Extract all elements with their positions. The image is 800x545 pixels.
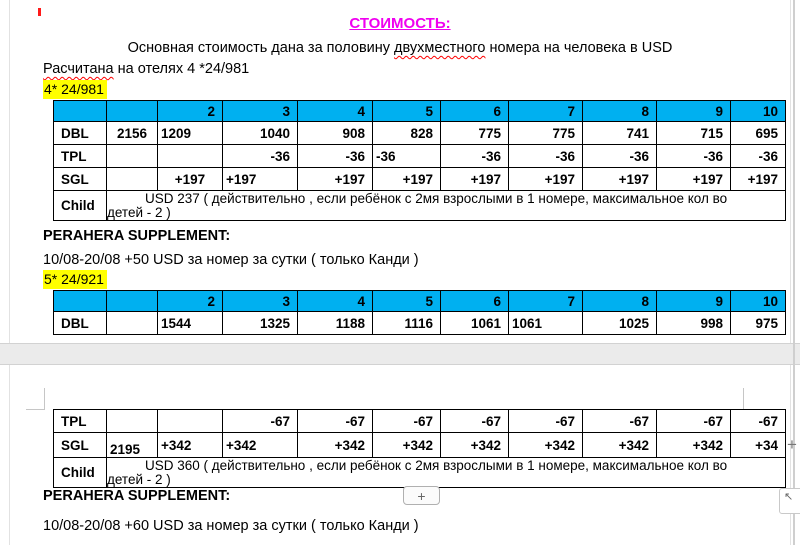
price-cell: +342 <box>158 433 223 458</box>
perahera-heading: PERAHERA SUPPLEMENT: <box>43 228 231 244</box>
price-cell: 828 <box>373 122 441 145</box>
column-header <box>54 291 107 312</box>
supplement-note: 10/08-20/08 +50 USD за номер за сутки ( только Канди ) <box>43 252 419 268</box>
text-boundary-mark <box>44 388 45 410</box>
price-cell: 775 <box>441 122 509 145</box>
column-header: 9 <box>657 291 731 312</box>
price-cell: -67 <box>657 410 731 433</box>
price-cell: -67 <box>509 410 583 433</box>
price-cell: +197 <box>731 168 786 191</box>
column-header: 10 <box>731 291 786 312</box>
page2-left-edge <box>9 365 10 545</box>
price-cell: -36 <box>373 145 441 168</box>
column-header: 7 <box>509 291 583 312</box>
price-cell: -36 <box>441 145 509 168</box>
child-policy-text: USD 237 ( действительно , если ребёнок с 2мя взрослыми в 1 номере, максимальное кол во детей - 2 ) <box>107 191 728 220</box>
price-cell: -36 <box>509 145 583 168</box>
column-header: 6 <box>441 291 509 312</box>
column-header: 6 <box>441 101 509 122</box>
hotel-code-highlight-4star: 4* 24/981 <box>43 80 107 99</box>
row-label: SGL <box>54 168 107 191</box>
child-policy-text: USD 360 ( действительно , если ребёнок с 2мя взрослыми в 1 номере, максимальное кол во детей - 2 ) <box>107 458 728 487</box>
price-cell: 975 <box>731 312 786 335</box>
column-header: 5 <box>373 101 441 122</box>
price-cell: -36 <box>731 145 786 168</box>
price-table-5star <box>53 290 786 335</box>
child-policy-cell <box>107 458 786 488</box>
price-cell: +197 <box>509 168 583 191</box>
price-cell: +342 <box>223 433 298 458</box>
price-table-5star-continued <box>53 409 786 488</box>
calculation-line <box>43 61 249 77</box>
page-break-band <box>0 343 800 365</box>
calculation-text: на отелях 4 *24/981 <box>113 61 250 77</box>
price-cell: 908 <box>298 122 373 145</box>
price-cell: 998 <box>657 312 731 335</box>
price-cell: 1325 <box>223 312 298 335</box>
price-cell: -36 <box>583 145 657 168</box>
price-cell: 1040 <box>223 122 298 145</box>
column-header: 7 <box>509 101 583 122</box>
price-cell <box>158 410 223 433</box>
price-cell: 1209 <box>158 122 223 145</box>
arrow-up-left-icon: ↖ <box>784 491 794 503</box>
price-cell: 715 <box>657 122 731 145</box>
subtitle-text: номера на человека в USD <box>485 40 673 56</box>
page2-right-edge <box>790 365 791 545</box>
column-header: 8 <box>583 101 657 122</box>
insert-plus-button[interactable]: + <box>403 486 440 505</box>
row-label: DBL <box>54 312 107 335</box>
column-header: 3 <box>223 291 298 312</box>
row-label: SGL <box>54 433 107 458</box>
price-table-5star-continued <box>53 409 786 488</box>
column-header <box>54 101 107 122</box>
price-cell: -67 <box>441 410 509 433</box>
price-cell: +197 <box>441 168 509 191</box>
price-cell: -67 <box>223 410 298 433</box>
column-header <box>107 101 158 122</box>
price-cell: -36 <box>298 145 373 168</box>
price-cell: +197 <box>223 168 298 191</box>
price-cell: +197 <box>158 168 223 191</box>
price-cell: -67 <box>298 410 373 433</box>
perahera-heading: PERAHERA SUPPLEMENT: <box>43 488 231 504</box>
text-boundary-mark <box>26 409 45 410</box>
hotel-code-highlight-5star: 5* 24/921 <box>43 270 107 289</box>
price-cell: 2156 <box>107 122 158 145</box>
misspelled-word: Расчитана <box>43 61 114 77</box>
row-label: Child <box>54 458 107 488</box>
price-cell: 695 <box>731 122 786 145</box>
price-cell <box>107 145 158 168</box>
column-header: 4 <box>298 291 373 312</box>
column-header: 4 <box>298 101 373 122</box>
column-header: 5 <box>373 291 441 312</box>
price-cell: 741 <box>583 122 657 145</box>
price-table-4star <box>53 100 786 221</box>
price-cell: +197 <box>583 168 657 191</box>
price-cell: 2195 <box>107 433 158 458</box>
price-cell: 1061 <box>441 312 509 335</box>
price-cell: -67 <box>731 410 786 433</box>
page-title: СТОИМОСТЬ: <box>349 15 451 32</box>
price-cell: -67 <box>373 410 441 433</box>
price-cell: 1116 <box>373 312 441 335</box>
price-cell <box>107 312 158 335</box>
price-cell: +342 <box>583 433 657 458</box>
price-cell: 1061 <box>509 312 583 335</box>
price-cell: +34 <box>731 433 786 458</box>
price-cell: -36 <box>657 145 731 168</box>
price-cell <box>107 410 158 433</box>
supplement-note: 10/08-20/08 +60 USD за номер за сутки ( только Канди ) <box>43 518 419 534</box>
price-cell: 1025 <box>583 312 657 335</box>
price-cell: 1188 <box>298 312 373 335</box>
row-label: DBL <box>54 122 107 145</box>
column-header <box>107 291 158 312</box>
column-header: 2 <box>158 101 223 122</box>
misspelled-word: двухместного <box>394 40 486 56</box>
price-cell: -36 <box>223 145 298 168</box>
price-cell: +342 <box>298 433 373 458</box>
price-table-4star-24-981 <box>53 100 786 221</box>
column-header: 9 <box>657 101 731 122</box>
price-table-5star-24-921 <box>53 290 786 335</box>
price-cell: +197 <box>657 168 731 191</box>
price-cell: -67 <box>583 410 657 433</box>
price-cell: 1544 <box>158 312 223 335</box>
price-cell: +342 <box>441 433 509 458</box>
price-cell: +197 <box>373 168 441 191</box>
price-cell: +197 <box>298 168 373 191</box>
window-edge-line <box>793 0 795 545</box>
add-control-partial[interactable]: + <box>787 435 797 454</box>
nav-arrow-button[interactable] <box>779 488 800 514</box>
column-header: 3 <box>223 101 298 122</box>
text-boundary-mark <box>743 388 744 410</box>
subtitle-text: Основная стоимость дана за половину <box>127 40 395 56</box>
price-cell <box>107 168 158 191</box>
column-header: 8 <box>583 291 657 312</box>
price-cell <box>158 145 223 168</box>
price-cell: +342 <box>509 433 583 458</box>
row-label: TPL <box>54 410 107 433</box>
column-header: 2 <box>158 291 223 312</box>
price-cell: +342 <box>657 433 731 458</box>
child-policy-cell <box>107 191 786 221</box>
price-cell: +342 <box>373 433 441 458</box>
column-header: 10 <box>731 101 786 122</box>
row-label: Child <box>54 191 107 221</box>
price-cell: 775 <box>509 122 583 145</box>
row-label: TPL <box>54 145 107 168</box>
subtitle-line <box>0 40 800 56</box>
